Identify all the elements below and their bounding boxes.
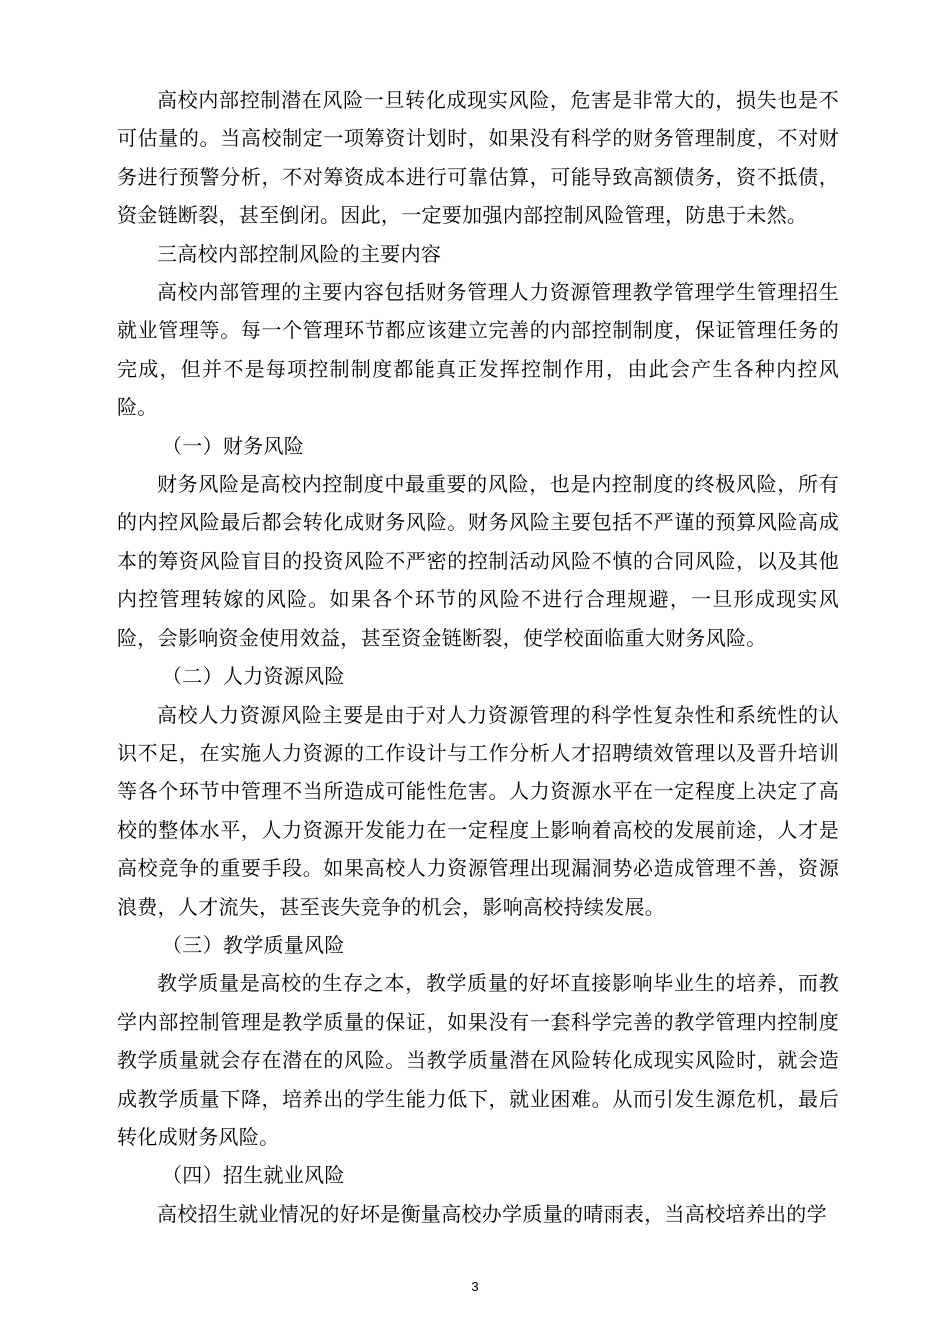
paragraph-financial-risk: 财务风险是高校内控制度中最重要的风险，也是内控制度的终极风险，所有的内控风险最后都会转化成财务风险。财务风险主要包括不严谨的预算风险高成本的筹资风险盲目的投资风险不严密的控制活动风险不慎的合同风险，以及其他内控管理转嫁的风险。如果各个环节的风险不进行合理规避，一旦形成现实风险，会影响资金使用效益，甚至资金链断裂，使学校面临重大财务风险。 <box>117 472 839 650</box>
paragraph-enrollment-employment-risk: 高校招生就业情况的好坏是衡量高校办学质量的晴雨表，当高校培养出的学 <box>157 1201 827 1226</box>
page-number: 3 <box>471 1279 479 1294</box>
document-body <box>117 81 839 1233</box>
paragraph-teaching-quality-risk: 教学质量是高校的生存之本，教学质量的好坏直接影响毕业生的培养，而教学内部控制管理是教学质量的保证，如果没有一套科学完善的教学管理内控制度教学质量就会存在潜在的风险。当教学质量潜在风险转化成现实风险时，就会造成教学质量下降，培养出的学生能力低下，就业困难。从而引发生源危机，最后转化成财务风险。 <box>117 971 839 1149</box>
subheading-human-resources-risk: （二）人力资源风险 <box>162 664 345 689</box>
subheading-teaching-quality-risk: （三）教学质量风险 <box>162 932 345 957</box>
subheading-financial-risk: （一）财务风险 <box>162 433 305 458</box>
section-heading-main-content: 三高校内部控制风险的主要内容 <box>157 241 442 266</box>
paragraph-management-overview: 高校内部管理的主要内容包括财务管理人力资源管理教学管理学生管理招生就业管理等。每一个管理环节都应该建立完善的内部控制制度，保证管理任务的完成，但并不是每项控制制度都能真正发挥控制作用，由此会产生各种内控风险。 <box>117 280 839 420</box>
paragraph-risk-consequences: 高校内部控制潜在风险一旦转化成现实风险，危害是非常大的，损失也是不可估量的。当高校制定一项筹资计划时，如果没有科学的财务管理制度，不对财务进行预警分析，不对筹资成本进行可靠估算，可能导致高额债务，资不抵债，资金链断裂，甚至倒闭。因此，一定要加强内部控制风险管理，防患于未然。 <box>117 88 839 228</box>
subheading-enrollment-employment-risk: （四）招生就业风险 <box>162 1163 345 1188</box>
paragraph-human-resources-risk: 高校人力资源风险主要是由于对人力资源管理的科学性复杂性和系统性的认识不足，在实施人力资源的工作设计与工作分析人才招聘绩效管理以及晋升培训等各个环节中管理不当所造成可能性危害。人力资源水平在一定程度上决定了高校的整体水平，人力资源开发能力在一定程度上影响着高校的发展前途，人才是高校竞争的重要手段。如果高校人力资源管理出现漏洞势必造成管理不善，资源浪费，人才流失，甚至丧失竞争的机会，影响高校持续发展。 <box>117 702 839 919</box>
